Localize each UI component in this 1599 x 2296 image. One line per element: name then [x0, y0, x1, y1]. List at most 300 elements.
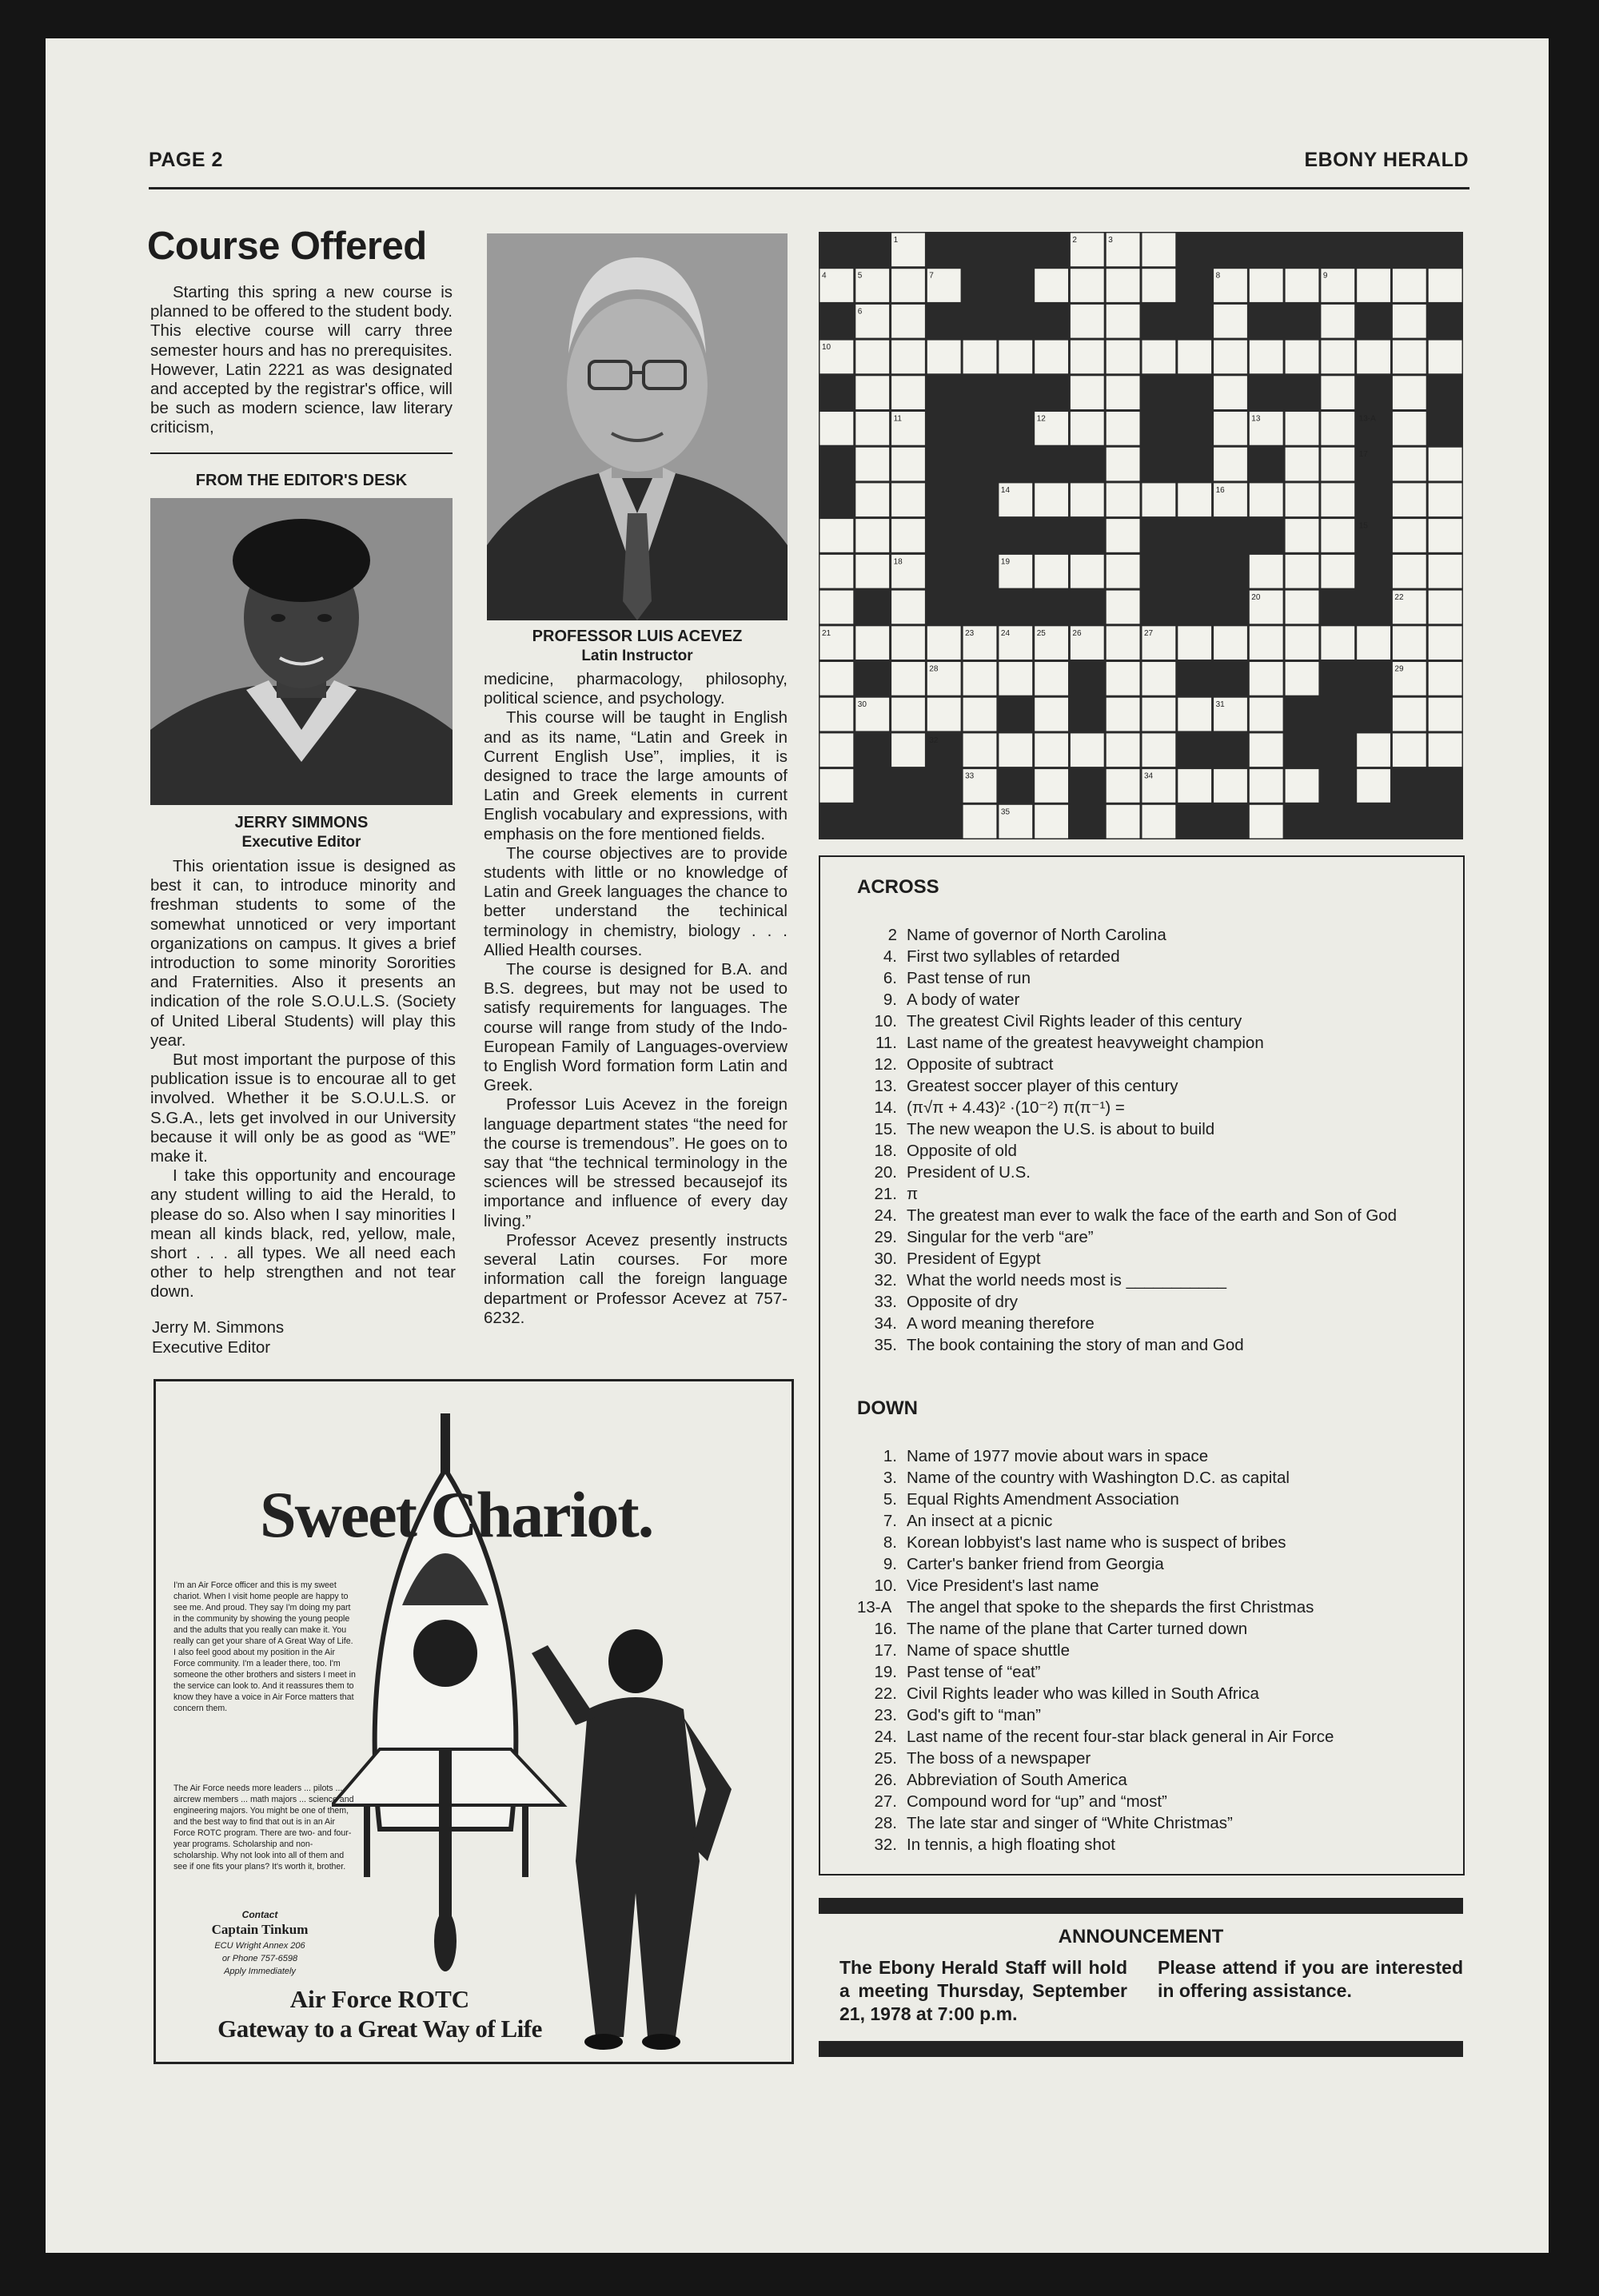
crossword-cell [1107, 376, 1140, 409]
clue-item [865, 989, 1457, 1010]
crossword-cell [891, 698, 925, 731]
crossword-cell [1035, 769, 1068, 803]
crossword-cell [1035, 662, 1068, 696]
clue-item [865, 1704, 1457, 1726]
clue-item [865, 1097, 1457, 1118]
crossword-cell [1178, 626, 1211, 660]
crossword-number: 33 [965, 771, 975, 781]
crossword-cell [1214, 305, 1247, 338]
crossword-cell [1142, 662, 1176, 696]
crossword-cell [855, 626, 889, 660]
clue-text: Opposite of old [907, 1142, 1017, 1160]
down-heading: DOWN [857, 1397, 918, 1419]
clue-item [865, 1140, 1457, 1162]
clue-item [865, 1226, 1457, 1248]
clue-number: 8. [883, 1533, 897, 1552]
crossword-cell [1286, 519, 1319, 552]
clue-text: Name of space shuttle [907, 1641, 1070, 1660]
clue-item [865, 1748, 1457, 1769]
crossword-cell [1393, 698, 1426, 731]
clue-item [857, 1596, 1457, 1618]
crossword-cell [1107, 483, 1140, 516]
clue-number: 28. [874, 1814, 897, 1832]
crossword-cell [1142, 698, 1176, 731]
column-rule [150, 452, 453, 454]
crossword-cell [1321, 626, 1354, 660]
clue-number: 1. [883, 1447, 897, 1465]
clue-item [865, 1575, 1457, 1596]
crossword-cell [820, 555, 854, 588]
clue-item [865, 1553, 1457, 1575]
clue-text: Past tense of run [907, 969, 1031, 987]
crossword-number: 32 [929, 735, 939, 745]
crossword-cell [1429, 698, 1462, 731]
clue-number: 21. [874, 1185, 897, 1203]
crossword-cell [1357, 626, 1390, 660]
crossword-cell [1214, 412, 1247, 445]
crossword-cell [1178, 769, 1211, 803]
clue-number: 32. [874, 1836, 897, 1854]
crossword-cell [927, 698, 961, 731]
clue-item [865, 1618, 1457, 1640]
crossword-number: 10 [822, 343, 831, 353]
ad-body-copy: The Air Force needs more leaders ... pilots ... aircrew members ... math majors ... science and engineering majors. You might be one of them, and the best way to find that out is in an Air Force ROTC program. There are two- and four-year programs. Scholarship and non-scholarship. Why not look into all of them and see if one fits your plans? It's worth it, brother. [173, 1784, 354, 1871]
course-paragraph: The course objectives are to provide students with little or no knowledge of Latin and Greek languages the chance to better understand the techinical terminology in chemistry, biology . . . Allied Health courses. [484, 843, 788, 959]
crossword-cell [891, 483, 925, 516]
signature-name: Jerry M. Simmons [152, 1318, 285, 1337]
crossword-cell [820, 733, 854, 767]
clue-text: Opposite of dry [907, 1293, 1019, 1311]
course-paragraph: The course is designed for B.A. and B.S. degrees, but may not be used to satisfy requirements for languages. The course will range from study of the Indo-European Family of Languages-overview to English Word formation form Latin and Greek. [484, 960, 788, 1095]
crossword-cell [1429, 341, 1462, 374]
clue-item [865, 1445, 1457, 1467]
editor-portrait-image [150, 498, 453, 805]
clue-item [865, 1510, 1457, 1532]
crossword-cell [1214, 626, 1247, 660]
clue-item [865, 1313, 1457, 1334]
clue-item [865, 1467, 1457, 1489]
crossword-cell [1321, 341, 1354, 374]
crossword-cell [1250, 269, 1283, 302]
crossword-cell [1107, 555, 1140, 588]
crossword-cell [963, 662, 997, 696]
crossword-cell [1286, 591, 1319, 624]
professor-caption-name: PROFESSOR LUIS ACEVEZ [532, 628, 743, 645]
clue-item [865, 1270, 1457, 1291]
announcement-meeting: The Ebony Herald Staff will hold a meeting Thursday, September 21, 1978 at 7:00 p.m. [839, 1957, 1127, 2024]
clue-text: Name of the country with Washington D.C. as capital [907, 1469, 1290, 1487]
professor-portrait-image [487, 233, 788, 620]
article-headline: Course Offered [147, 225, 427, 268]
clue-number: 24. [874, 1206, 897, 1225]
crossword-cell [1142, 805, 1176, 839]
announcement-bar [819, 2041, 1463, 2057]
crossword-cell [891, 376, 925, 409]
crossword-number: 25 [1036, 628, 1046, 638]
clue-item [865, 1683, 1457, 1704]
crossword-number: 17 [1358, 450, 1368, 460]
clue-text: The late star and singer of “White Christmas” [907, 1814, 1233, 1832]
crossword-cell [820, 519, 854, 552]
clue-item [865, 1640, 1457, 1661]
crossword-cell [1250, 662, 1283, 696]
crossword-cell [1107, 733, 1140, 767]
crossword-cell [1321, 483, 1354, 516]
crossword-number: 13-A [1358, 414, 1376, 424]
clue-number: 19. [874, 1663, 897, 1681]
crossword-cell [1286, 769, 1319, 803]
crossword-number: 12 [1036, 414, 1046, 424]
crossword-cell [1357, 733, 1390, 767]
clue-number: 3. [883, 1469, 897, 1487]
crossword-cell [1107, 412, 1140, 445]
crossword-cell [1107, 698, 1140, 731]
ad-footer-slogan: Gateway to a Great Way of Life [217, 2015, 542, 2043]
crossword-number: 21 [822, 628, 831, 638]
crossword-cell [1429, 483, 1462, 516]
crossword-cell [1393, 376, 1426, 409]
crossword-cell [891, 305, 925, 338]
clue-text: The greatest man ever to walk the face of the earth and Son of God [907, 1206, 1398, 1225]
crossword-cell [1107, 448, 1140, 481]
course-paragraph: This course will be taught in English and as its name, “Latin and Greek in Current English Use”, implies, it is designed to trace the large amounts of Latin and Greek elements in current English vocabulary and expressions, with emphasis on the fore mentioned fields. [484, 708, 788, 843]
clue-number: 32. [874, 1271, 897, 1290]
clue-number: 22. [874, 1684, 897, 1703]
crossword-cell [1214, 769, 1247, 803]
clue-number: 20. [874, 1163, 897, 1182]
crossword-cell [1250, 769, 1283, 803]
crossword-cell [1107, 519, 1140, 552]
crossword-number: 23 [965, 628, 975, 638]
crossword-cell [855, 448, 889, 481]
clue-number: 6. [883, 969, 897, 987]
crossword-cell [1071, 412, 1104, 445]
crossword-number: 35 [1000, 807, 1011, 817]
clue-text: Greatest soccer player of this century [907, 1077, 1178, 1095]
clue-text: Last name of the greatest heavyweight champion [907, 1034, 1264, 1052]
clue-item [865, 1489, 1457, 1510]
crossword-number: 8 [1215, 271, 1221, 281]
crossword-cell [1178, 698, 1211, 731]
course-article-column-1 [150, 283, 453, 438]
editor-photo [150, 498, 453, 805]
crossword-cell [1321, 412, 1354, 445]
crossword-number: 31 [1215, 700, 1225, 710]
crossword-number: 27 [1144, 628, 1154, 638]
clue-text: Vice President's last name [907, 1577, 1099, 1595]
crossword-cell [1250, 341, 1283, 374]
crossword-cell [1214, 341, 1247, 374]
clue-number: 7. [883, 1512, 897, 1530]
clue-text: A body of water [907, 991, 1020, 1009]
crossword-cell [1429, 519, 1462, 552]
clue-item [865, 924, 1457, 946]
clue-item [865, 1118, 1457, 1140]
crossword-cell [999, 341, 1032, 374]
crossword-cell [1107, 769, 1140, 803]
clue-number: 9. [883, 1555, 897, 1573]
across-clue-list [865, 924, 1457, 1356]
crossword-cell [1250, 698, 1283, 731]
crossword-cell [1035, 733, 1068, 767]
clue-text: The greatest Civil Rights leader of this century [907, 1012, 1242, 1030]
editor-caption-name: JERRY SIMMONS [234, 814, 369, 831]
clue-number: 4. [883, 947, 897, 966]
crossword-cell [1429, 555, 1462, 588]
clue-item [865, 1291, 1457, 1313]
crossword-cell [1286, 555, 1319, 588]
crossword-cell [1107, 269, 1140, 302]
crossword-cell [1071, 483, 1104, 516]
clue-item [865, 1834, 1457, 1856]
crossword-cell [1142, 341, 1176, 374]
clue-number: 27. [874, 1792, 897, 1811]
crossword-cell [1393, 412, 1426, 445]
clue-item [865, 1661, 1457, 1683]
announcement-request: Please attend if you are interested in offering assistance. [1158, 1957, 1463, 2001]
crossword-cell [1250, 626, 1283, 660]
course-paragraph: medicine, pharmacology, philosophy, political science, and psychology. [484, 670, 788, 708]
crossword-cell [1393, 626, 1426, 660]
crossword-number: 34 [1144, 771, 1154, 781]
clue-text: President of Egypt [907, 1250, 1041, 1268]
ad-contact-label: Contact [241, 1909, 278, 1920]
clue-number: 16. [874, 1620, 897, 1638]
page-number: PAGE 2 [149, 149, 223, 171]
editor-caption-title: Executive Editor [241, 834, 361, 851]
crossword-cell [1393, 341, 1426, 374]
down-clue-list [857, 1445, 1457, 1856]
clue-text: President of U.S. [907, 1163, 1031, 1182]
crossword-cell [1286, 341, 1319, 374]
crossword-cell [1429, 662, 1462, 696]
clue-number: 12. [874, 1055, 897, 1074]
clue-text: Abbreviation of South America [907, 1771, 1127, 1789]
crossword-cell [820, 591, 854, 624]
editor-paragraph: But most important the purpose of this publication issue is to encourae all to get involved. Whether it be S.O.U.L.S. or S.G.A., lets get involved in our University because it will only be as good as “WE” make it. [150, 1050, 456, 1166]
crossword-number: 11 [893, 414, 902, 424]
clue-number: 29. [874, 1228, 897, 1246]
clue-item [865, 1791, 1457, 1812]
crossword-cell [1321, 519, 1354, 552]
crossword-cell [1035, 483, 1068, 516]
crossword-cell [1071, 341, 1104, 374]
clue-text: Equal Rights Amendment Association [907, 1490, 1179, 1509]
crossword-cell [1071, 376, 1104, 409]
editor-signature [152, 1317, 284, 1357]
clue-number: 13. [874, 1077, 897, 1095]
clue-item [865, 1769, 1457, 1791]
clue-number: 17. [874, 1641, 897, 1660]
crossword-cell [855, 555, 889, 588]
clue-item [865, 1532, 1457, 1553]
crossword-cell [891, 626, 925, 660]
crossword-cell [1286, 269, 1319, 302]
crossword-cell [1393, 733, 1426, 767]
clue-number: 35. [874, 1336, 897, 1354]
clue-number: 9. [883, 991, 897, 1009]
course-paragraph: Professor Acevez presently instructs several Latin courses. For more information call the foreign language department or Professor Acevez at 757-6232. [484, 1230, 788, 1327]
crossword-cell [1035, 698, 1068, 731]
crossword-cell [1142, 233, 1176, 267]
clue-text: Opposite of subtract [907, 1055, 1054, 1074]
crossword-cell [1393, 555, 1426, 588]
crossword-cell [1429, 733, 1462, 767]
clue-text: π [907, 1185, 919, 1203]
crossword-number: 15 [1358, 521, 1368, 531]
clue-number: 25. [874, 1749, 897, 1768]
clue-number: 23. [874, 1706, 897, 1724]
professor-caption-title: Latin Instructor [581, 648, 693, 664]
clue-item [865, 1010, 1457, 1032]
clue-number: 14. [874, 1098, 897, 1117]
crossword-cell [855, 519, 889, 552]
crossword-cell [999, 733, 1032, 767]
crossword-cell [1035, 341, 1068, 374]
crossword-cell [1107, 305, 1140, 338]
editor-paragraph: I take this opportunity and encourage any student willing to aid the Herald, to please do so. Also when I say minorities I mean all kinds black, red, yellow, male, short . . . all types. We all need each other to help strengthen and not tear down. [150, 1166, 456, 1301]
clue-item [865, 1162, 1457, 1183]
clue-text: Compound word for “up” and “most” [907, 1792, 1167, 1811]
crossword-cell [1321, 555, 1354, 588]
crossword-grid [819, 232, 1463, 839]
crossword-cell [1429, 448, 1462, 481]
crossword-cell [1286, 412, 1319, 445]
across-heading: ACROSS [857, 876, 939, 898]
crossword-cell [1357, 769, 1390, 803]
clue-text: (π√π + 4.43)² ·(10⁻²) π(π⁻¹) = [907, 1098, 1125, 1117]
crossword-cell [1357, 269, 1390, 302]
crossword-cell [855, 341, 889, 374]
clue-number: 33. [874, 1293, 897, 1311]
crossword-number: 6 [857, 307, 863, 317]
professor-photo [487, 233, 788, 620]
crossword-number: 24 [1000, 628, 1011, 638]
announcement-bar [819, 1898, 1463, 1914]
clue-text: Name of 1977 movie about wars in space [907, 1447, 1209, 1465]
crossword-cell [1321, 305, 1354, 338]
crossword-number: 14 [1000, 485, 1011, 495]
crossword-cell [927, 341, 961, 374]
clue-text: An insect at a picnic [907, 1512, 1053, 1530]
crossword-cell [1393, 269, 1426, 302]
signature-title: Executive Editor [152, 1338, 271, 1357]
clue-text: In tennis, a high floating shot [907, 1836, 1115, 1854]
crossword-number: 20 [1251, 593, 1261, 603]
crossword-cell [963, 733, 997, 767]
clue-text: What the world needs most is ___________ [907, 1271, 1227, 1290]
crossword-cell [1250, 483, 1283, 516]
clue-text: The name of the plane that Carter turned down [907, 1620, 1248, 1638]
clue-number: 24. [874, 1728, 897, 1746]
ad-contact-name: Captain Tinkum [211, 1922, 309, 1937]
clue-text: The new weapon the U.S. is about to build [907, 1120, 1215, 1138]
crossword-cell [1286, 448, 1319, 481]
crossword-cell [1178, 341, 1211, 374]
clue-item [865, 946, 1457, 967]
crossword-puzzle [819, 232, 1463, 839]
editor-letter [150, 857, 456, 1302]
editor-paragraph: This orientation issue is designed as best it can, to introduce minority and freshman students to some of the somewhat unnoticed or very important organizations on campus. It gives a brief introduction to some minority Sororities and Fraternities. Also it presents an indication of the role S.O.U.L.S. (Society of United Liberal Students) will play this year. [150, 857, 456, 1050]
crossword-cell [1250, 555, 1283, 588]
crossword-cell [963, 698, 997, 731]
crossword-number: 28 [929, 664, 939, 674]
clue-item [865, 1032, 1457, 1054]
crossword-cell [891, 519, 925, 552]
crossword-number: 29 [1394, 664, 1404, 674]
crossword-cell [891, 733, 925, 767]
clue-text: The book containing the story of man and God [907, 1336, 1244, 1354]
crossword-cell [891, 662, 925, 696]
crossword-cell [1178, 483, 1211, 516]
crossword-clues [819, 855, 1465, 1875]
crossword-cell [1142, 269, 1176, 302]
clue-number: 10. [874, 1012, 897, 1030]
clue-text: Name of governor of North Carolina [907, 926, 1166, 944]
crossword-cell [1429, 591, 1462, 624]
clue-text: Last name of the recent four-star black general in Air Force [907, 1728, 1334, 1746]
crossword-cell [1214, 376, 1247, 409]
clue-text: Carter's banker friend from Georgia [907, 1555, 1164, 1573]
crossword-cell [855, 376, 889, 409]
crossword-number: 13 [1251, 414, 1261, 424]
crossword-cell [820, 698, 854, 731]
crossword-number: 1 [893, 236, 899, 245]
crossword-number: 26 [1072, 628, 1082, 638]
crossword-cell [1321, 376, 1354, 409]
crossword-number: 22 [1394, 593, 1404, 603]
crossword-cell [1107, 341, 1140, 374]
crossword-cell [1393, 483, 1426, 516]
clue-text: A word meaning therefore [907, 1314, 1095, 1333]
crossword-number: 4 [822, 271, 827, 281]
crossword-cell [1250, 733, 1283, 767]
publication-name: EBONY HERALD [1304, 149, 1469, 171]
crossword-cell [1286, 483, 1319, 516]
crossword-number: 5 [857, 271, 863, 281]
clue-number: 15. [874, 1120, 897, 1138]
clue-text: God's gift to “man” [907, 1706, 1041, 1724]
clue-number: 13-A [857, 1598, 892, 1616]
crossword-cell [1286, 626, 1319, 660]
clue-number: 10. [874, 1577, 897, 1595]
clue-item [865, 1075, 1457, 1097]
crossword-number: 7 [929, 271, 934, 281]
clue-item [865, 1183, 1457, 1205]
crossword-cell [1107, 626, 1140, 660]
crossword-cell [1286, 662, 1319, 696]
crossword-cell [1107, 591, 1140, 624]
clue-number: 11. [875, 1034, 897, 1052]
crossword-cell [891, 591, 925, 624]
clue-text: The angel that spoke to the shepards the first Christmas [907, 1598, 1314, 1616]
editor-desk-heading: FROM THE EDITOR'S DESK [195, 472, 408, 489]
ad-contact-phone: or Phone 757-6598 [221, 1954, 298, 1963]
ad-headline: Sweet Chariot. [260, 1478, 653, 1551]
crossword-cell [1035, 805, 1068, 839]
crossword-cell [1393, 305, 1426, 338]
crossword-cell [855, 483, 889, 516]
crossword-number: 9 [1322, 271, 1328, 281]
clue-number: 34. [874, 1314, 897, 1333]
crossword-cell [1429, 269, 1462, 302]
crossword-cell [820, 412, 854, 445]
header-rule [149, 187, 1469, 189]
crossword-cell [1429, 626, 1462, 660]
ad-body-copy: I'm an Air Force officer and this is my sweet chariot. When I visit home people are happy to see me. And proud. They say I'm doing my part in the community by showing the young people and the adults that you really can make it. You really can get your share of A Great Way of Life. I also feel good about my position in the Air Force community. I'm a leader there, too. I'm someone the other brothers and sisters I meet in the service can look to. And it reassures them to know they have a voice in Air Force matters that concern them. [173, 1580, 356, 1713]
crossword-cell [1357, 341, 1390, 374]
course-paragraph: Professor Luis Acevez in the foreign language department states “the need for the course is tremendous”. He goes on to say that “the technical terminology in the sciences will be stressed becausejof its importance and influence of every day living.” [484, 1095, 788, 1230]
